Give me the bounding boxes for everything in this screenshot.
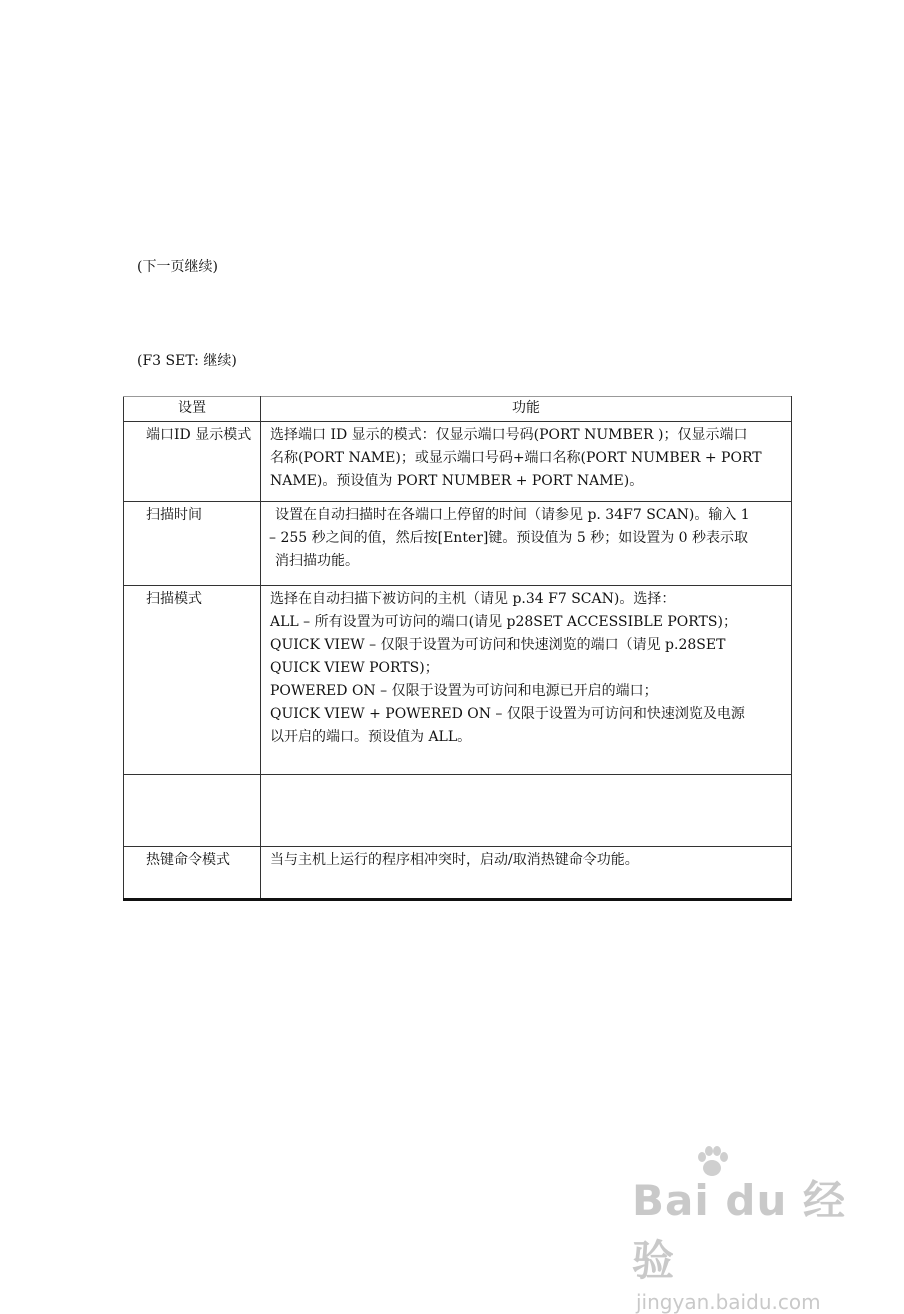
function-line: 选择端口 ID 显示的模式：仅显示端口号码(PORT NUMBER )；仅显示端口	[270, 427, 748, 443]
table-header-row	[124, 397, 792, 422]
setting-cell	[124, 422, 261, 502]
table-row-empty	[124, 775, 792, 847]
settings-table	[123, 396, 792, 901]
setting-cell	[124, 502, 261, 586]
function-line: POWERED ON – 仅限于设置为可访问和电源已开启的端口；	[270, 683, 658, 699]
watermark-url: jingyan.baidu.com	[636, 1290, 821, 1314]
baidu-jingyan-watermark	[632, 1148, 882, 1314]
function-line: ALL – 所有设置为可访问的端口(请见 p28SET ACCESSIBLE PORTS)；	[270, 614, 737, 630]
function-line: 名称(PORT NAME)；或显示端口号码+端口名称(PORT NUMBER + PORT	[270, 450, 762, 466]
function-line: 当与主机上运行的程序相冲突时，启动/取消热键命令功能。	[270, 852, 639, 868]
function-line: QUICK VIEW PORTS)；	[270, 660, 439, 676]
table-row-scan-time	[124, 502, 792, 586]
function-line: QUICK VIEW + POWERED ON – 仅限于设置为可访问和快速浏览及电源	[270, 706, 745, 722]
setting-label: 扫描模式	[146, 591, 202, 607]
function-cell	[261, 775, 792, 847]
header-function: 功能	[261, 397, 792, 422]
setting-label: 扫描时间	[146, 507, 202, 523]
watermark-logo: Bai du 经验	[632, 1176, 846, 1285]
setting-label: 端口ID 显示模式	[146, 427, 252, 443]
header-setting: 设置	[124, 397, 261, 422]
table-row-scan-mode	[124, 586, 792, 775]
function-line: 以开启的端口。预设值为 ALL。	[270, 729, 472, 745]
function-cell	[261, 422, 792, 502]
function-line: QUICK VIEW – 仅限于设置为可访问和快速浏览的端口（请见 p.28SET	[270, 637, 726, 653]
continued-next-note: (下一页继续)	[137, 259, 218, 275]
function-line: – 255 秒之间的值，然后按[Enter]键。预设值为 5 秒；如设置为 0 秒表示取	[269, 530, 748, 546]
function-line: 选择在自动扫描下被访问的主机（请见 p.34 F7 SCAN)。选择：	[270, 591, 676, 607]
setting-cell	[124, 847, 261, 900]
setting-cell	[124, 586, 261, 775]
table-row-hotkey-mode	[124, 847, 792, 900]
setting-cell	[124, 775, 261, 847]
setting-label: 热键命令模式	[146, 852, 230, 868]
paw-icon	[694, 1144, 730, 1180]
function-cell	[261, 502, 792, 586]
function-line: NAME)。预设值为 PORT NUMBER + PORT NAME)。	[270, 473, 644, 489]
function-line: 设置在自动扫描时在各端口上停留的时间（请参见 p. 34F7 SCAN)。输入 1	[275, 507, 750, 523]
function-cell	[261, 847, 792, 900]
table-row-port-id-mode	[124, 422, 792, 502]
function-line: 消扫描功能。	[275, 553, 359, 569]
f3-set-continued-note: (F3 SET: 继续)	[137, 353, 237, 369]
function-cell	[261, 586, 792, 775]
